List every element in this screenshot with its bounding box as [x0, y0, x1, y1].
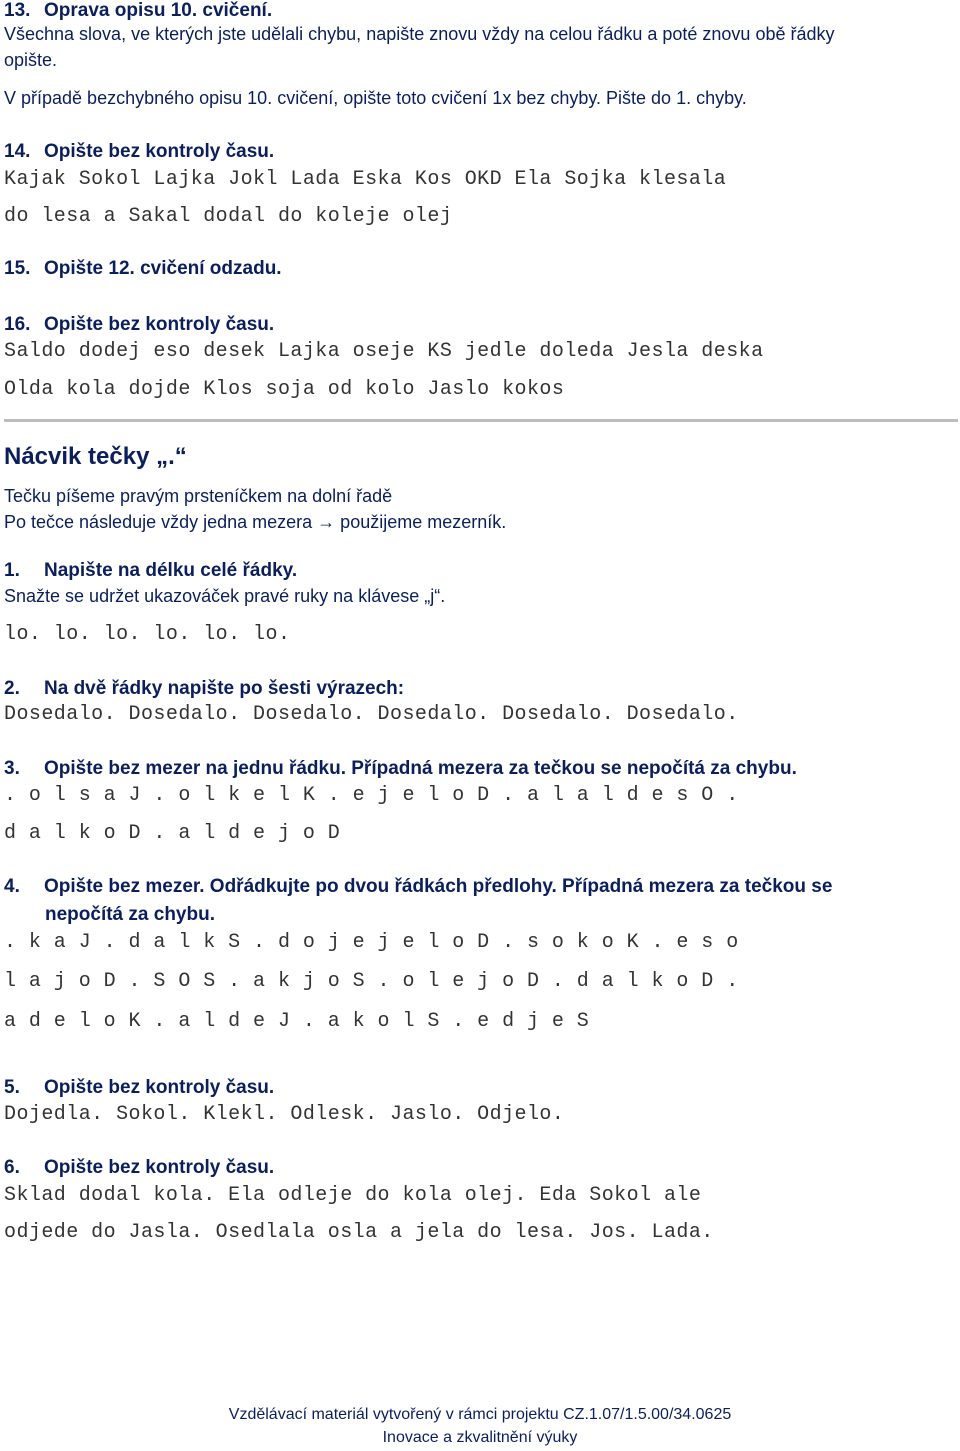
e6-number: 6. — [4, 1157, 20, 1178]
e5-number: 5. — [4, 1077, 20, 1098]
e1-title: Napište na délku celé řádky. — [44, 560, 298, 581]
footer-project-line: Vzdělávací materiál vytvořený v rámci projektu CZ.1.07/1.5.00/34.0625 — [228, 1406, 732, 1423]
e1-heading — [4, 560, 297, 582]
e3-heading — [4, 758, 797, 780]
ex13-instruction-2: V případě bezchybného opisu 10. cvičení, opište toto cvičení 1x bez chyby. Pište do 1. chyby. — [4, 88, 747, 108]
ex16-heading — [4, 314, 274, 336]
e1-hint: Snažte se udržet ukazováček pravé ruky na klávese „j“. — [4, 586, 446, 606]
section-text-1: Tečku píšeme pravým prsteníčkem na dolní řadě — [4, 486, 393, 506]
ex15-title: Opište 12. cvičení odzadu. — [44, 258, 282, 279]
ex13-instruction-1b: opište. — [4, 50, 58, 70]
e4-text-line: . k a J . d a l k S . d o j e j e l o D . s o k o K . e s o — [4, 931, 739, 954]
e2-title: Na dvě řádky napište po šesti výrazech: — [44, 678, 405, 699]
e3-text-line: d a l k o D . a l d e j o D — [4, 822, 341, 845]
e2-text-line: Dosedalo. Dosedalo. Dosedalo. Dosedalo. Dosedalo. Dosedalo. — [4, 703, 739, 726]
e4-heading — [4, 876, 832, 898]
ex13-instruction-1: Všechna slova, ve kterých jste udělali chybu, napište znovu vždy na celou řádku a poté znovu obě řádky — [4, 24, 835, 44]
ex16-text-line: Saldo dodej eso desek Lajka oseje KS jedle doleda Jesla deska — [4, 340, 764, 363]
footer-subtitle: Inovace a zkvalitnění výuky — [382, 1429, 578, 1446]
e6-text-line: odjede do Jasla. Osedlala osla a jela do lesa. Jos. Lada. — [4, 1221, 714, 1244]
ex14-text-line: do lesa a Sakal dodal do koleje olej — [4, 205, 453, 228]
e3-title: Opište bez mezer na jednu řádku. Případná mezera za tečkou se nepočítá za chybu. — [44, 758, 797, 779]
e6-text-line: Sklad dodal kola. Ela odleje do kola olej. Eda Sokol ale — [4, 1184, 702, 1207]
e4-number: 4. — [4, 876, 20, 897]
e4-title: Opište bez mezer. Odřádkujte po dvou řádkách předlohy. Případná mezera za tečkou se — [44, 876, 833, 897]
ex15-heading — [4, 258, 282, 280]
e3-text-line: . o l s a J . o l k e l K . e j e l o D . a l a l d e s O . — [4, 784, 739, 807]
e1-number: 1. — [4, 560, 20, 581]
e5-heading — [4, 1077, 274, 1099]
e4-text-line: l a j o D . S O S . a k j o S . o l e j o D . d a l k o D . — [4, 970, 739, 993]
ex16-number: 16. — [4, 314, 31, 335]
ex13-heading — [4, 0, 272, 22]
ex16-text-line: Olda kola dojde Klos soja od kolo Jaslo kokos — [4, 378, 565, 401]
section-divider — [4, 419, 958, 422]
section-title: Nácvik tečky „.“ — [4, 443, 187, 470]
ex13-number: 13. — [4, 0, 31, 21]
e5-text-line: Dojedla. Sokol. Klekl. Odlesk. Jaslo. Odjelo. — [4, 1103, 565, 1126]
ex16-title: Opište bez kontroly času. — [44, 314, 275, 335]
ex13-title: Oprava opisu 10. cvičení. — [44, 0, 273, 21]
ex15-number: 15. — [4, 258, 31, 279]
e1-text-line: lo. lo. lo. lo. lo. lo. — [4, 623, 291, 646]
e3-number: 3. — [4, 758, 20, 779]
ex14-title: Opište bez kontroly času. — [44, 141, 275, 162]
e6-title: Opište bez kontroly času. — [44, 1157, 275, 1178]
e2-number: 2. — [4, 678, 20, 699]
e4-text-line: a d e l o K . a l d e J . a k o l S . e d j e S — [4, 1010, 590, 1033]
ex14-number: 14. — [4, 141, 31, 162]
e6-heading — [4, 1157, 274, 1179]
e5-title: Opište bez kontroly času. — [44, 1077, 275, 1098]
e4-title-continued: nepočítá za chybu. — [45, 904, 215, 925]
ex14-heading — [4, 141, 274, 163]
section-text-2: Po tečce následuje vždy jedna mezera → použijeme mezerník. — [4, 512, 507, 532]
e2-heading — [4, 678, 404, 700]
ex14-text-line: Kajak Sokol Lajka Jokl Lada Eska Kos OKD Ela Sojka klesala — [4, 168, 727, 191]
